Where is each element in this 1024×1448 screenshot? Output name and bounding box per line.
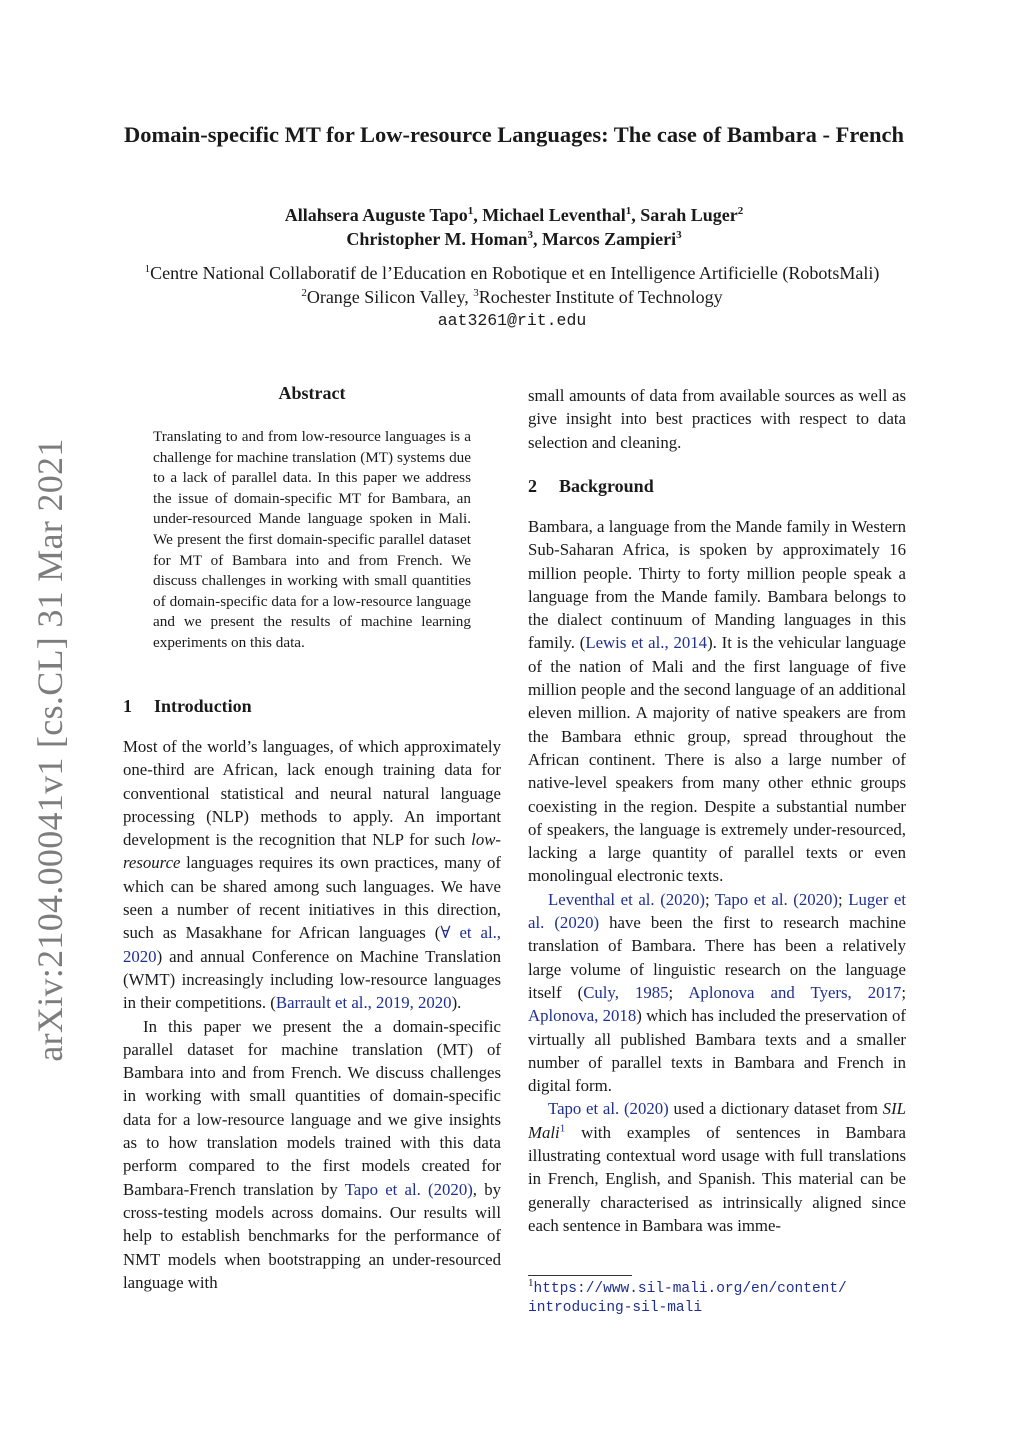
author-name: , Marcos Zampieri: [533, 229, 677, 249]
citation-link[interactable]: Luger et al. (2020): [528, 889, 906, 933]
paper-title: Domain-specific MT for Low-resource Languages: The case of Bambara - French: [124, 122, 904, 147]
author-affil-marker: 2: [737, 205, 744, 217]
section-title: Introduction: [154, 696, 252, 716]
author-line-2: [100, 227, 928, 251]
footnote-marker[interactable]: 1: [559, 1122, 566, 1135]
text-run: ). It is the vehicular language of the nation of Mali and the first language of five million people and the second language of an additional eleven million. A majority of native speakers are from the Bambara ethnic group, spread throughout the African continent. There is also a large number of native-level speakers from many other ethnic groups coexisting in the region. Despite a substantial number of speakers, the language is extremely under-resourced, lacking a large quantity of parallel texts or even monolingual electronic texts.: [528, 633, 906, 886]
affiliation-text: Orange Silicon Valley,: [306, 287, 474, 307]
paragraph: small amounts of data from available sources as well as give insight into best practices with respect to data selection and cleaning.: [528, 386, 906, 452]
paragraph: [528, 888, 906, 1098]
arxiv-identifier: arXiv:2104.00041v1 [cs.CL] 31 Mar 2021: [30, 438, 70, 1062]
footnote: [528, 1277, 908, 1318]
affil-marker: 2: [301, 287, 307, 299]
emphasis: low-resource: [123, 830, 501, 873]
affiliation-line-1: [40, 261, 984, 285]
text-run: ;: [838, 889, 849, 909]
citation-link[interactable]: Tapo et al. (2020): [344, 1179, 473, 1199]
paragraph: [123, 1015, 501, 1295]
text-run: used a dictionary dataset from: [668, 1099, 883, 1119]
text-run: ) and annual Conference on Machine Translation (WMT) increasingly including low-resource languages in their competitions. (: [123, 946, 501, 1013]
paragraph: [528, 515, 906, 888]
text-run: have been the first to research machine translation of Bambara. There has been a relatively large volume of linguistic research on the language itself (: [528, 913, 907, 1002]
affiliations: [40, 261, 984, 333]
section-number: 1: [123, 696, 132, 716]
text-run: with examples of sentences in Bambara illustrating contextual word usage with full translations in French, English, and Spanish. This material can be generally characterised as intrinsically aligned since each sentence in Bambara was imme-: [528, 1122, 906, 1235]
text-run: Most of the world’s languages, of which approximately one-third are African, lack enough training data for conventional statistical and neural natural language processing (NLP) methods to apply. An important development is the recognition that NLP for such: [123, 737, 501, 850]
text-run: In this paper we present the a domain-specific parallel dataset for machine translation (MT) of Bambara into and from French. We discuss challenges in working with small quantities of domain-specific data for a low-resource language and we give insights as to how translation models trained with this data perform compared to the first models created for Bambara-French translation by: [123, 1016, 501, 1199]
author-email: aat3261@rit.edu: [437, 311, 587, 330]
author-name: Allahsera Auguste Tapo: [284, 205, 468, 225]
text-run: ).: [451, 993, 462, 1013]
author-affil-marker: 3: [527, 229, 534, 241]
paragraph: [528, 1097, 906, 1237]
abstract-body: Translating to and from low-resource languages is a challenge for machine translation (MT) systems due to a lack of parallel data. In this paper we address the issue of domain-specific MT for Bambara, an under-resourced Mande language spoken in Mali. We present the first domain-specific parallel dataset for MT of Bambara into and from French. We discuss challenges in working with small quantities of domain-specific data for a low-resource language and we present the results of machine learning experiments on this data.: [153, 428, 471, 651]
affil-marker: 3: [473, 287, 479, 299]
right-column-continuation: [528, 384, 906, 454]
author-name: , Michael Leventhal: [473, 205, 626, 225]
introduction-body: [123, 735, 501, 1294]
paragraph: [123, 735, 501, 1015]
abstract-heading: Abstract: [278, 383, 346, 403]
citation-link[interactable]: Aplonova and Tyers, 2017: [688, 982, 902, 1002]
section-title: Background: [559, 476, 654, 496]
citation-link[interactable]: Aplonova, 2018: [528, 1006, 637, 1026]
footnote-url-continuation[interactable]: introducing-sil-mali: [528, 1300, 703, 1316]
author-affil-marker: 1: [625, 205, 632, 217]
text-run: ;: [901, 982, 906, 1002]
text-run: languages requires its own practices, many of which can be shared among such languages. We have seen a number of recent initiatives in this direction, such as Masakhane for African languages (: [123, 853, 501, 943]
footnote-line-1: [528, 1277, 908, 1299]
text-run: ) which has included the preservation of virtually all published Bambara texts and a smaller number of parallel texts in Bambara and French in digital form.: [528, 1006, 906, 1096]
section-heading-introduction: [123, 696, 252, 717]
text-run: Bambara, a language from the Mande family in Western Sub-Saharan Africa, is spoken by approximately 16 million people. Thirty to forty million people speak a language from the Mande family. Bambara belongs to the dialect continuum of Manding languages in this family. (: [528, 517, 906, 653]
affiliation-text: Centre National Collaboratif de l’Education en Robotique et en Intelligence Artificielle (RobotsMali): [150, 263, 880, 283]
background-body: [528, 515, 906, 1237]
author-affil-marker: 3: [676, 229, 682, 241]
text-run: ;: [704, 889, 715, 909]
citation-link[interactable]: Leventhal et al. (2020): [548, 889, 705, 909]
affil-marker: 1: [144, 263, 151, 275]
text-run: , by cross-testing models across domains. Our results will help to establish benchmarks for the performance of NMT models when bootstrapping an under-resourced language with: [123, 1179, 501, 1292]
author-name: Christopher M. Homan: [346, 229, 528, 249]
footnote-number: 1: [528, 1277, 534, 1290]
affiliation-text: Rochester Institute of Technology: [478, 287, 723, 307]
emphasis: SIL Mali: [528, 1099, 906, 1142]
citation-link[interactable]: Culy, 1985: [583, 982, 669, 1002]
section-number: 2: [528, 476, 537, 496]
affiliation-line-2: [40, 285, 984, 309]
citation-link[interactable]: Barrault et al., 2019, 2020: [275, 993, 452, 1013]
author-line-1: [100, 203, 928, 227]
citation-link[interactable]: ∀ et al., 2020: [123, 923, 501, 966]
citation-link[interactable]: Tapo et al. (2020): [548, 1099, 669, 1119]
author-name: , Sarah Luger: [631, 205, 738, 225]
footnote-divider: [528, 1275, 632, 1276]
author-affil-marker: 1: [467, 205, 474, 217]
footnote-url[interactable]: https://www.sil-mali.org/en/content/: [533, 1281, 847, 1297]
text-run: ;: [668, 982, 689, 1002]
section-heading-background: [528, 476, 654, 497]
author-list: [100, 203, 928, 251]
citation-link[interactable]: Tapo et al. (2020): [714, 889, 839, 909]
citation-link[interactable]: Lewis et al., 2014: [585, 633, 708, 653]
